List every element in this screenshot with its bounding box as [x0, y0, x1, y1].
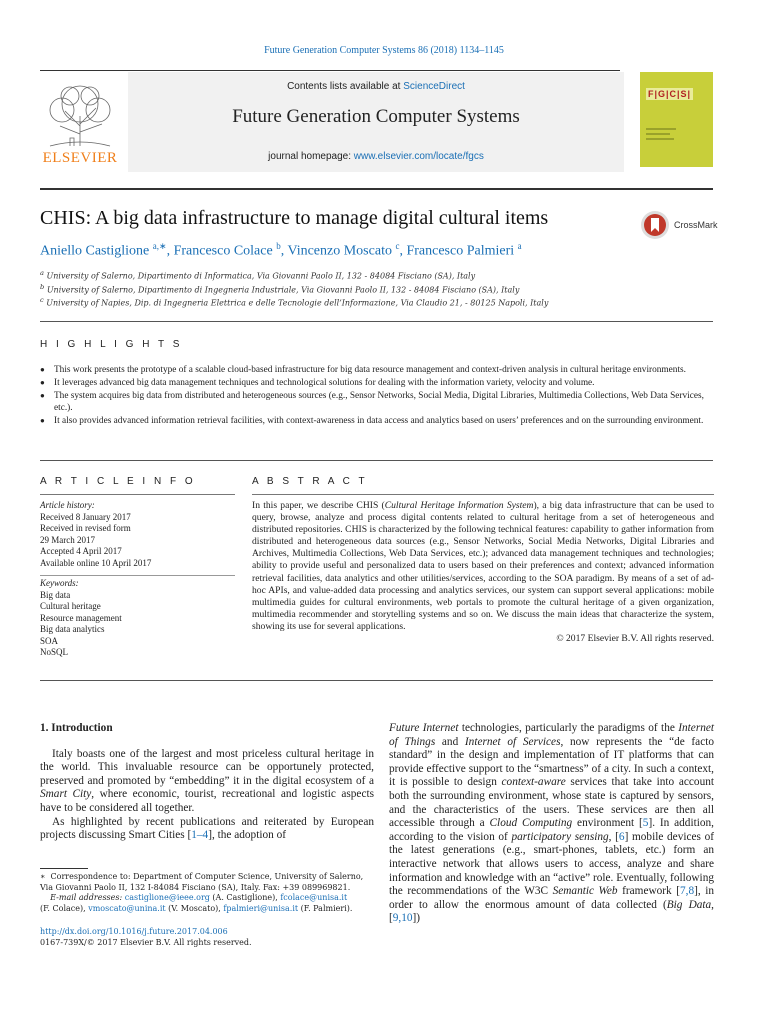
homepage-prefix: journal homepage:	[268, 151, 354, 162]
para-text: and	[435, 735, 465, 748]
abstract-heading: A B S T R A C T	[252, 476, 368, 487]
footnote-text: (F. Colace),	[40, 903, 89, 913]
para-text: , now represents the “de facto standard” in the design and implementation of IT platforms that can provide effective support to the “smartness” of a city. In such a context, it is possible to design	[389, 735, 714, 789]
para-italic: Cloud Computing	[489, 817, 573, 830]
abstract-body	[252, 500, 714, 645]
intro-right-column	[389, 722, 714, 926]
affiliation-a	[40, 269, 475, 281]
keyword: Cultural heritage	[40, 601, 101, 611]
intro-paragraph	[40, 816, 374, 843]
history-line: 29 March 2017	[40, 534, 95, 545]
para-text: , [	[608, 830, 619, 843]
keyword: Big data analytics	[40, 624, 105, 634]
header-bottom-rule	[40, 188, 713, 190]
author-affil-marker[interactable]: a,∗	[152, 241, 167, 251]
para-italic: Big Data	[666, 898, 712, 911]
contents-prefix: Contents lists available at	[287, 81, 404, 92]
journal-title: Future Generation Computer Systems	[232, 106, 520, 127]
history-line: Accepted 4 April 2017	[40, 546, 122, 556]
para-text: , [	[389, 898, 714, 925]
article-title: CHIS: A big data infrastructure to manage digital cultural items	[40, 207, 549, 229]
footnote-marker: ∗	[40, 872, 46, 881]
history-line: Received 8 January 2017	[40, 511, 131, 522]
abstract-rule	[252, 494, 714, 495]
intro-paragraph	[40, 748, 374, 816]
reference-link[interactable]: 5	[642, 817, 649, 830]
email-link[interactable]: castiglione@ieee.org	[124, 893, 210, 902]
section-title: 1. Introduction	[40, 722, 113, 734]
highlight-item: ● It leverages advanced big data management techniques and technological solutions for dealing with the information variety, velocity and volume.	[40, 377, 715, 389]
elsevier-wordmark: ELSEVIER	[42, 150, 118, 166]
keyword: Big data	[40, 589, 71, 600]
reference-link[interactable]: 1–4	[191, 829, 209, 842]
affil-marker: b	[40, 283, 45, 291]
highlight-item: ● This work presents the prototype of a scalable cloud-based infrastructure for big data resource management and context-driven analysis in cultural heritage environments.	[40, 364, 715, 376]
affil-marker: c	[40, 296, 44, 304]
author-affil-marker[interactable]: a	[517, 241, 522, 251]
keywords-rule	[40, 575, 235, 576]
abstract-copyright: © 2017 Elsevier B.V. All rights reserved.	[556, 633, 714, 645]
highlights-heading: H I G H L I G H T S	[40, 339, 183, 350]
keyword: SOA	[40, 635, 59, 646]
para-text: , where economic, tourist, recreational and logistic aspects have to be considered all together.	[40, 788, 374, 814]
highlights-bottom-rule	[40, 460, 713, 461]
para-text: framework [	[617, 885, 680, 898]
affil-text: University of Salerno, Dipartimento di Ingegneria Industriale, Via Giovanni Paolo II, 132 - 84084 Fisciano (SA), Italy	[46, 285, 520, 295]
abstract-text-italic: Cultural Heritage Information System	[384, 500, 534, 511]
para-text: technologies, particularly the paradigms of the	[458, 722, 679, 734]
abstract-bottom-rule	[40, 680, 713, 681]
crossmark-badge[interactable]	[640, 210, 740, 244]
homepage-link[interactable]: www.elsevier.com/locate/fgcs	[353, 151, 484, 162]
highlights-list	[40, 364, 715, 428]
doi-link[interactable]: http://dx.doi.org/10.1016/j.future.2017.04.006	[40, 927, 228, 936]
para-italic: Internet of Services	[464, 735, 561, 748]
intro-paragraph	[389, 722, 714, 926]
author-name[interactable]: Francesco Palmieri	[406, 243, 515, 259]
para-italic: Internet of Things	[389, 722, 715, 748]
para-text: ], in order to allow the enormous amount of data collected (	[389, 885, 714, 911]
affil-marker: a	[40, 269, 44, 277]
journal-cover-thumbnail[interactable]	[640, 72, 713, 167]
cover-title: F|G|C|S|	[648, 89, 692, 99]
crossmark-icon	[640, 210, 670, 240]
reference-link[interactable]: 6	[618, 830, 625, 843]
footnote-text: (F. Palmieri).	[298, 903, 353, 913]
highlight-item: ● It also provides advanced information retrieval facilities, with context-awareness in data access and analytics based on users’ preferences and on the surrounding environment.	[40, 415, 715, 427]
journal-citation[interactable]: Future Generation Computer Systems 86 (2018) 1134–1145	[264, 45, 504, 56]
footnote-rule	[40, 868, 88, 869]
crossmark-label: CrossMark	[674, 220, 718, 230]
keywords-label: Keywords:	[40, 578, 79, 588]
para-italic: Semantic Web	[552, 885, 618, 898]
email-link[interactable]: fpalmieri@unisa.it	[223, 903, 299, 913]
para-italic: Future Internet	[389, 722, 459, 734]
history-line: Received in revised form	[40, 523, 131, 533]
keyword: NoSQL	[40, 647, 69, 657]
author-name[interactable]: Vincenzo Moscato	[287, 243, 392, 259]
footnote-text: (V. Moscato),	[165, 903, 224, 913]
abstract-text: In this paper, we describe CHIS (	[252, 500, 385, 511]
sciencedirect-link[interactable]: ScienceDirect	[403, 81, 465, 92]
author-affil-marker[interactable]: c	[395, 241, 400, 251]
history-label: Article history:	[40, 500, 95, 510]
para-italic: context-aware	[501, 776, 566, 789]
affil-text: University of Salerno, Dipartimento di Informatica, Via Giovanni Paolo II, 132 - 84084 Fisciano (SA), Italy	[46, 271, 476, 281]
affiliation-c	[40, 296, 548, 308]
para-text: As highlighted by recent publications and reiterated by European projects discussing Smart Cities [	[40, 815, 374, 842]
author-name[interactable]: Francesco Colace	[173, 243, 273, 259]
header-top-rule	[40, 70, 620, 71]
journal-homepage	[128, 151, 624, 162]
email-link[interactable]: vmoscato@unina.it	[88, 903, 166, 913]
email-label: E-mail addresses:	[50, 893, 123, 902]
footnote-text: (A. Castiglione),	[209, 893, 281, 902]
author-affil-marker[interactable]: b	[276, 241, 281, 251]
contents-available	[128, 81, 624, 92]
para-text: environment [	[572, 817, 643, 830]
para-text: Italy boasts one of the largest and most priceless cultural heritage in the world. This invaluable resource can be opportunely protected, preserved and promoted by “embedding” it in the digital ecosystem of a	[40, 747, 374, 787]
para-text: services that take into account both the surrounding environment, whose state is captured by sensors, and the characteristics of the users. These services are then all accessible through a	[389, 776, 714, 830]
para-italic: Smart City	[40, 788, 92, 801]
footnote	[40, 872, 374, 914]
highlight-item: ● The system acquires big data from distributed and heterogeneous sources (e.g., Sensor Networks, Social Media, Digital Libraries, Multimedia Collections, Web Data Services, etc.).	[40, 390, 715, 414]
reference-link[interactable]: 7,8	[679, 885, 695, 898]
para-text: ]. In addition, according to the vision of	[389, 817, 714, 843]
keyword: Resource management	[40, 612, 122, 623]
history-line: Available online 10 April 2017	[40, 557, 152, 568]
abstract-text: ), a big data infrastructure that can be used to query, browse, analyze and process digital contents related to cultural heritage from a set of heterogeneous and distributed repositories. CHIS is characterized by the following technical features: capability to gather information from distributed and heterogeneous data sources (e.g., Sensor Networks, Social Media Networks, Digital Libraries and Archives, Multimedia Collections, Web Data Services, etc.); advanced data management techniques and technologies; ability to provide useful and personalized data to users based on their preferences and context; advanced information retrieval facilities, data analytics and other utilities/services, according to the SOA paradigm. By means of a set of ad-hoc APIs, and value-added data processing and analytics services, our system can support several applications: mobile multimedia guides for cultural environments, web portals to promote the cultural heritage of a given organization, multimedia recommender and storytelling systems and so on. We discuss the main ideas that characterize the system, showing its use for several applications.	[252, 500, 715, 632]
para-text: ] mobile devices of the latest generations (e.g., smart-phones, tablets, etc.) form an interactive network that allows users to access, analyze and share information and knowledge with an “active” role. Eventually, following the recommendations of the W3C	[389, 830, 714, 898]
doi-block	[40, 927, 252, 948]
email-link[interactable]: fcolace@unisa.it	[280, 893, 348, 902]
issn-line: 0167-739X/© 2017 Elsevier B.V. All rights reserved.	[40, 937, 252, 947]
affil-text: University of Napies, Dip. di Ingegneria Elettrica e delle Tecnologie dell’Informazione, Via Claudio 21, - 80125 Napoli, Italy	[46, 298, 549, 308]
affiliation-b	[40, 283, 519, 295]
para-italic: participatory sensing	[511, 830, 609, 843]
footnote-text: Correspondence to: Department of Computer Science, University of Salerno, Via Giovanni Paolo II, 132 I-84084 Fisciano (SA), Italy. Fax: +39 089969821.	[40, 872, 364, 892]
article-info-heading: A R T I C L E I N F O	[40, 476, 196, 487]
article-info-rule	[40, 494, 235, 495]
article-info-box	[40, 500, 235, 659]
author-name[interactable]: Aniello Castiglione	[40, 243, 150, 259]
para-text: ])	[412, 912, 421, 925]
author-list: Aniello Castiglione $^{a,∗}$, Francesco Colace $^b$, Vincenzo Moscato $^c$, Francesco Palmieri $^a$	[40, 241, 522, 259]
highlights-top-rule	[40, 321, 713, 322]
intro-left-column	[40, 722, 374, 843]
para-text: ], the adoption of	[208, 829, 287, 842]
reference-link[interactable]: 9,10	[392, 912, 413, 925]
